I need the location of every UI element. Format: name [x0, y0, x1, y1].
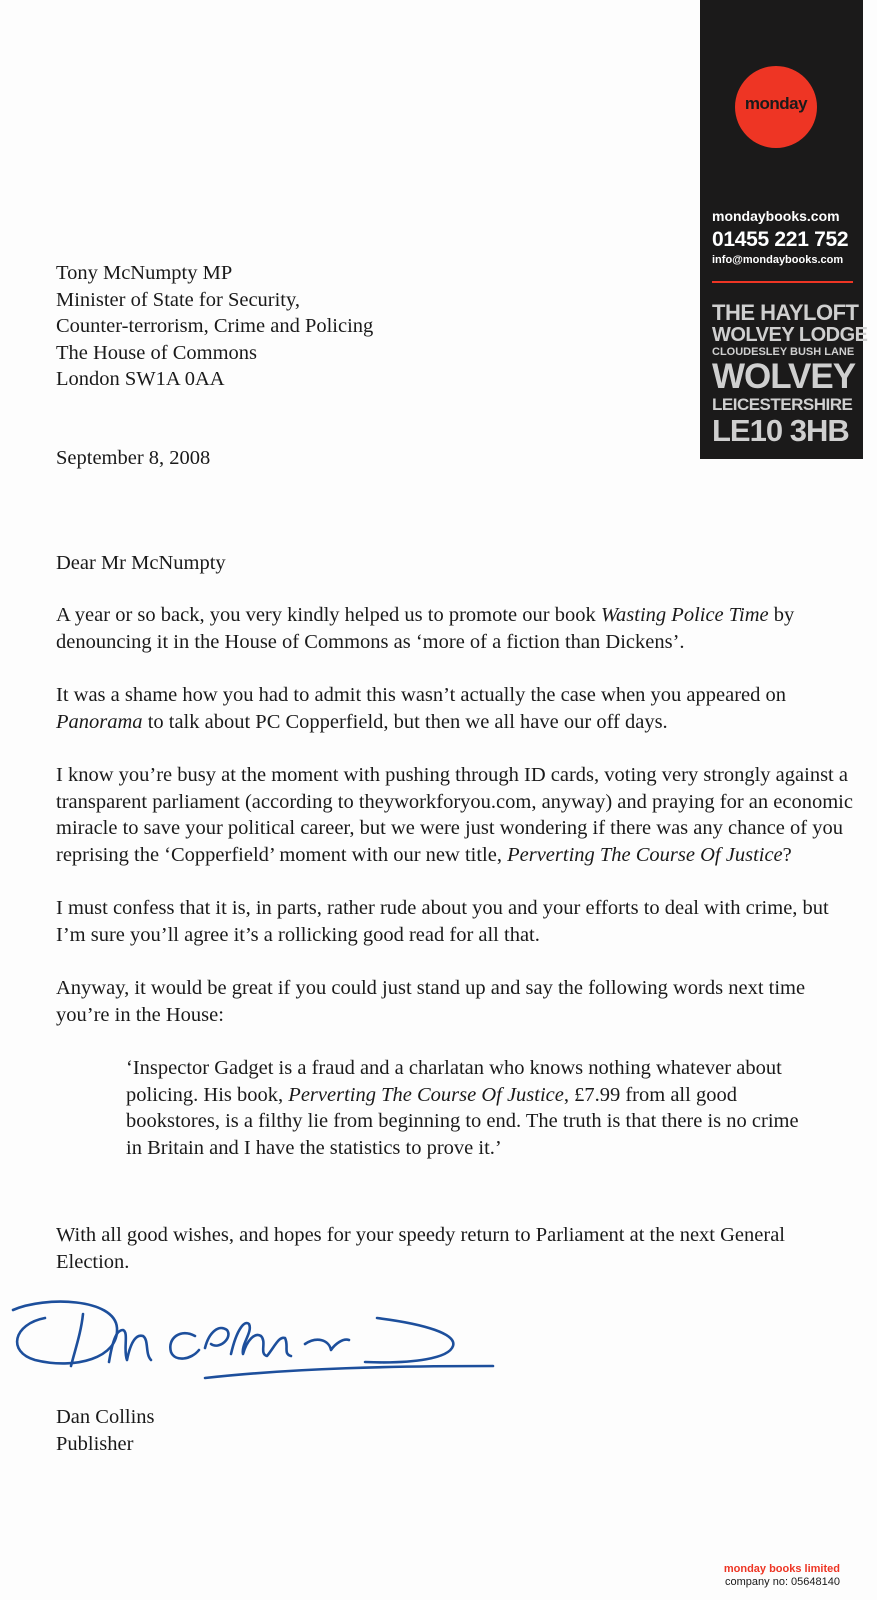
letterhead-email: info@mondaybooks.com: [712, 254, 844, 266]
recipient-line: Minister of State for Security,: [56, 288, 301, 311]
monday-logo: [735, 66, 817, 148]
paragraph: [56, 682, 856, 735]
address-line: LEICESTERSHIRE: [712, 395, 853, 414]
quote-text: ‘Inspector Gadget is a fraud and a charlatan who knows nothing whatever about policing. His book,: [126, 1057, 782, 1106]
paragraph: [56, 602, 856, 655]
letterhead-website: mondaybooks.com: [712, 208, 840, 224]
quote-text: , £7.99 from all good bookstores, is a filthy lie from beginning to end. The truth is that there is no crime in Britain and I have the statistics to prove it.’: [126, 1083, 799, 1159]
recipient-line: Tony McNumpty MP: [56, 262, 233, 284]
company-footer: [724, 1563, 840, 1589]
paragraph-text: to talk about PC Copperfield, but then we all have our off days.: [142, 710, 668, 733]
recipient-line: London SW1A 0AA: [56, 368, 225, 390]
company-name: monday books limited: [723, 1563, 840, 1575]
address-line: WOLVEY: [712, 357, 856, 396]
letter-date: September 8, 2008: [56, 447, 211, 469]
paragraph: [56, 762, 856, 868]
recipient-address: [56, 260, 373, 393]
address-line: THE HAYLOFT: [712, 300, 859, 325]
address-postcode: LE10 3HB: [712, 413, 849, 448]
paragraph-text: A year or so back, you very kindly helped us to promote our book: [56, 604, 601, 626]
closing-paragraph: With all good wishes, and hopes for your speedy return to Parliament at the next General Election.: [56, 1224, 786, 1273]
address-line: CLOUDESLEY BUSH LANE: [712, 346, 855, 358]
show-title: Panorama: [56, 710, 143, 733]
letter-body: [56, 602, 856, 1188]
recipient-line: Counter-terrorism, Crime and Policing: [56, 315, 374, 337]
paragraph-text: ?: [782, 843, 792, 866]
address-line: WOLVEY LODGE: [712, 324, 868, 346]
paragraph-text: It was a shame how you had to admit this wasn’t actually the case when you appeared on: [56, 684, 787, 706]
signer-name: Dan Collins: [56, 1406, 155, 1428]
book-title: Wasting Police Time: [600, 604, 769, 626]
handwritten-signature: [5, 1288, 505, 1403]
quoted-statement: [126, 1055, 816, 1161]
paragraph: Anyway, it would be great if you could just stand up and say the following words next time you’re in the House:: [56, 977, 806, 1026]
book-title: Perverting The Course Of Justice: [288, 1083, 564, 1106]
company-number: company no: 05648140: [725, 1576, 840, 1588]
logo-text: monday: [744, 94, 808, 113]
paragraph-text: by denouncing it in the House of Commons as ‘more of a fiction than Dickens’.: [56, 604, 795, 653]
letterhead-band: [700, 0, 868, 459]
recipient-line: The House of Commons: [56, 341, 257, 364]
letterhead-divider: [712, 281, 853, 283]
paragraph-text: I know you’re busy at the moment with pushing through ID cards, voting very strongly against a transparent parliament (according to theyworkforyou.com, anyway) and praying for an economic miracle to save your political career, but we were just wondering if there was any chance of you reprising the ‘Copperfield’ moment with our new title,: [56, 764, 853, 866]
letterhead-phone: 01455 221 752: [712, 228, 849, 251]
paragraph: I must confess that it is, in parts, rather rude about you and your efforts to deal with crime, but I’m sure you’ll agree it’s a rollicking good read for all that.: [56, 897, 829, 946]
salutation: Dear Mr McNumpty: [56, 552, 226, 574]
book-title: Perverting The Course Of Justice: [507, 843, 783, 866]
signer-title: Publisher: [56, 1432, 134, 1455]
signer-block: [56, 1404, 155, 1457]
